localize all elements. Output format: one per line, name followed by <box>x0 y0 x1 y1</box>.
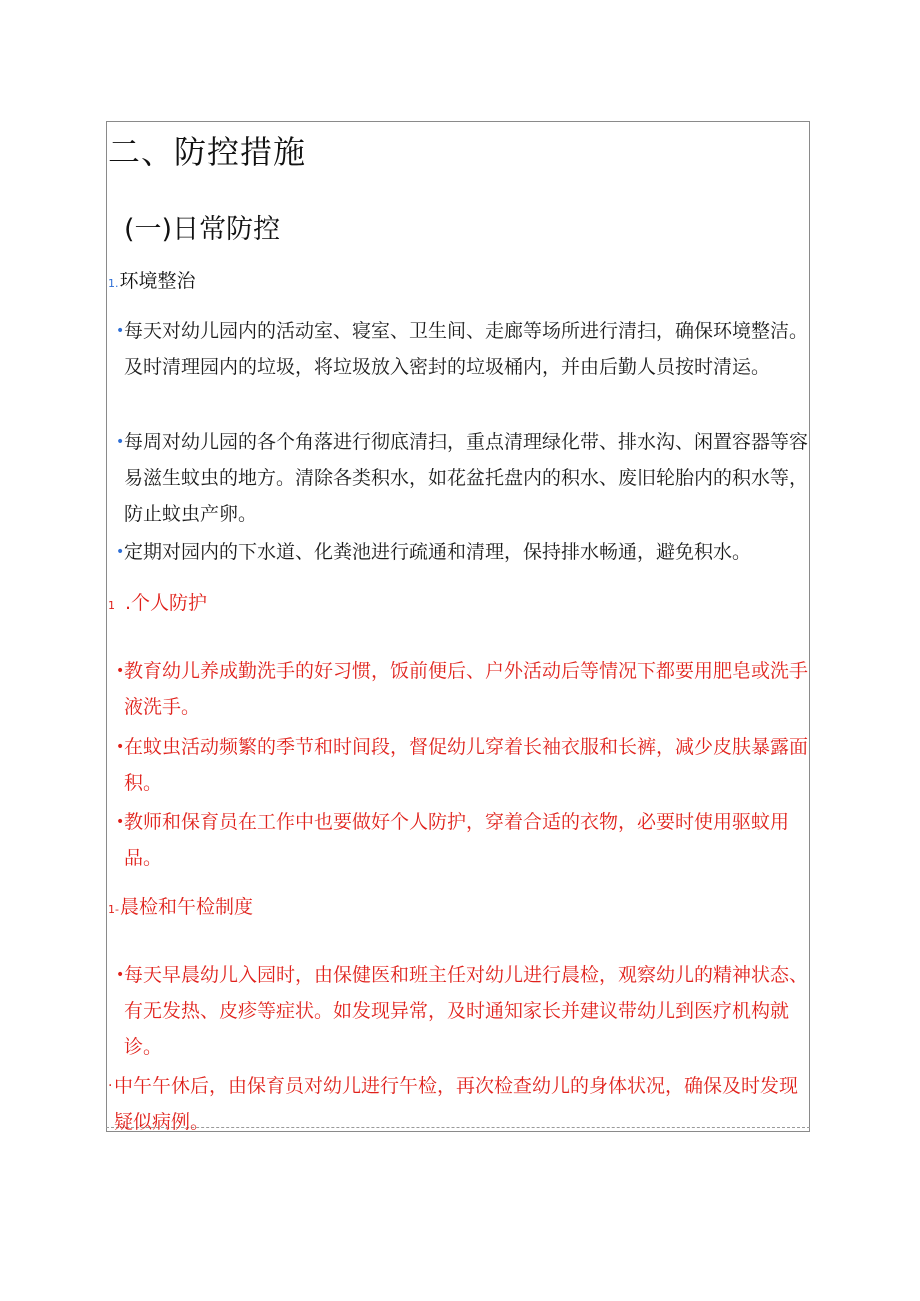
list-item-text: 在蚊虫活动频繁的季节和时间段，督促幼儿穿着长袖衣服和长裤，减少皮肤暴露面积。 <box>124 736 809 794</box>
list-item <box>116 653 810 725</box>
section-number: 1- <box>108 903 119 916</box>
bullet-icon: • <box>116 967 125 983</box>
list-item <box>116 804 810 876</box>
list-item-text: 中午午休后，由保育员对幼儿进行午检，再次检查幼儿的身体状况，确保及时发现疑似病例。 <box>114 1075 799 1133</box>
section-heading-environment <box>108 267 196 298</box>
bullet-icon: · <box>108 1078 113 1094</box>
section-number: 1 <box>108 599 115 612</box>
section-number: 1. <box>108 277 119 290</box>
list-item <box>116 313 810 385</box>
bullet-icon: • <box>116 323 125 339</box>
section-subtitle: (一)日常防控 <box>124 214 281 245</box>
bullet-icon: • <box>116 814 125 830</box>
section-heading-personal-protection <box>108 589 207 620</box>
list-item <box>116 534 810 570</box>
list-item <box>108 1068 810 1140</box>
section-heading-label: 环境整治 <box>119 270 196 292</box>
list-item-text: 每天对幼儿园内的活动室、寝室、卫生间、走廊等场所进行清扫，确保环境整洁。及时清理园内的垃圾，将垃圾放入密封的垃圾桶内，并由后勤人员按时清运。 <box>124 320 809 378</box>
bullet-icon: • <box>116 739 125 755</box>
list-item <box>116 424 810 532</box>
bullet-icon: • <box>116 663 125 679</box>
list-item-text: 教育幼儿养成勤洗手的好习惯，饭前便后、户外活动后等情况下都要用肥皂或洗手液洗手。 <box>124 660 809 718</box>
section-heading-label: .个人防护 <box>125 592 208 614</box>
bullet-icon: • <box>116 434 125 450</box>
section-heading-health-check <box>108 893 253 924</box>
list-item-text: 每周对幼儿园的各个角落进行彻底清扫，重点清理绿化带、排水沟、闲置容器等容易滋生蚊虫的地方。清除各类积水，如花盆托盘内的积水、废旧轮胎内的积水等，防止蚊虫产卵。 <box>124 431 809 525</box>
list-item-text: 教师和保育员在工作中也要做好个人防护，穿着合适的衣物，必要时使用驱蚊用品。 <box>124 811 790 869</box>
list-item <box>116 957 810 1065</box>
list-item <box>116 729 810 801</box>
section-heading-label: 晨检和午检制度 <box>119 896 253 918</box>
bullet-icon: • <box>116 544 125 560</box>
list-item-text: 每天早晨幼儿入园时，由保健医和班主任对幼儿进行晨检，观察幼儿的精神状态、有无发热、皮疹等症状。如发现异常，及时通知家长并建议带幼儿到医疗机构就诊。 <box>124 964 809 1058</box>
page-title: 二、防控措施 <box>108 133 307 171</box>
list-item-text: 定期对园内的下水道、化粪池进行疏通和清理，保持排水畅通，避免积水。 <box>124 541 752 563</box>
